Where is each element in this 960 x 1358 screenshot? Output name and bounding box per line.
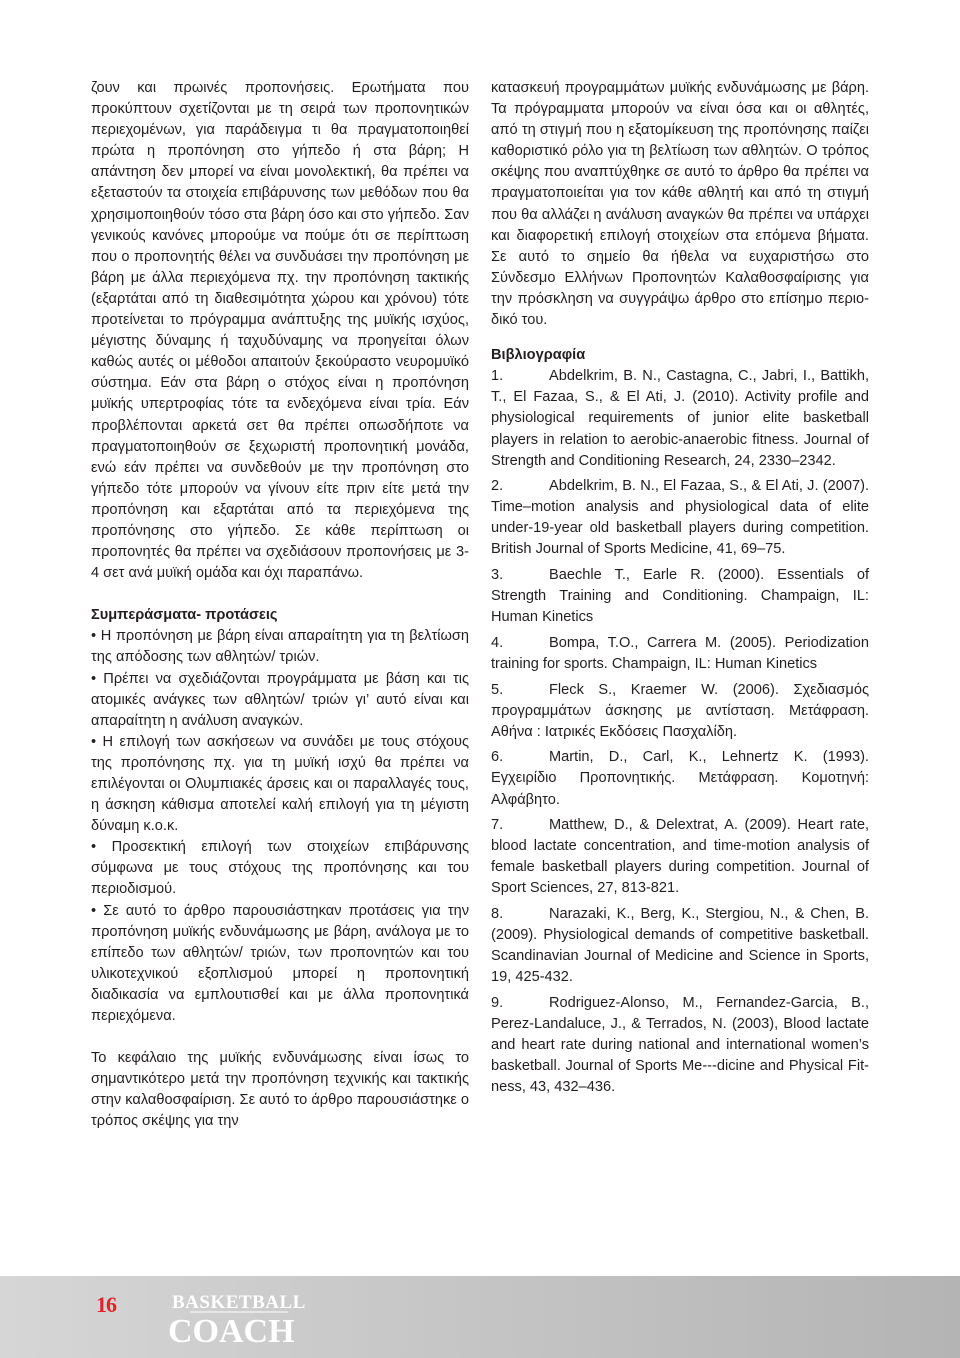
left-column bbox=[91, 78, 469, 1133]
reference-item bbox=[491, 565, 869, 628]
reference-text: Matthew, D., & Delextrat, A. (2009). Heart rate, blood lactate concentration, and time-motion analysis of female basketball players during competition. Journal of Sport Sciences, 27, 813-821. bbox=[491, 817, 869, 897]
reference-text: Narazaki, K., Berg, K., Stergiou, N., & Chen, B. (2009). Physiological demands of competitive basketball. Scandinavian Journal of Medicine and Science in Sports, 19, 425-432. bbox=[491, 905, 869, 986]
reference-text: Baechle T., Earle R. (2000). Essentials of Strength Training and Conditioning. Champaign, IL: Human Kinetics bbox=[491, 567, 869, 626]
body-paragraph: Το κεφάλαιο της μυϊκής ενδυνάμωσης είναι ίσως το σημαντικότερο μετά την προπόνηση τεχνικής και τακτικής στην καλαθοσφαίριση. Σε αυτό το άρθρο παρουσιάστηκε ο τρόπος σκέψης για την bbox=[91, 1050, 469, 1130]
reference-text: Fleck S., Kraemer W. (2006). Σχεδιασμός προγραμμάτων άσκησης με αντίσταση. Μετάφραση. Αθήνα : Ιατρικές Εκδόσεις Πασχαλίδη. bbox=[491, 681, 869, 740]
reference-item bbox=[491, 904, 869, 988]
reference-text: Martin, D., Carl, K., Lehnertz K. (1993). Εγχειρίδιο Προπονητικής. Μετάφραση. Κομοτηνή: Αλφάβητο. bbox=[491, 749, 869, 808]
right-column bbox=[491, 78, 869, 1103]
reference-item bbox=[491, 747, 869, 810]
reference-number: 3. bbox=[491, 567, 504, 584]
reference-text: Abdelkrim, B. N., Castagna, C., Jabri, I., Battikh, T., El Fazaa, S., & El Ati, J. (2010). Activity profile and physiological requirements of junior elite basketball players in relation to aerobic-anaerobic fitness. Journal of Strength and Conditioning Research, 24, 2330–2342. bbox=[491, 368, 869, 469]
logo-bottom-text: COACH bbox=[168, 1313, 295, 1346]
conclusion-item: • Η επιλογή των ασκήσεων να συνάδει με τους στόχους της προπόνησης πχ. για τη μυϊκή ισχύ θα πρέπει να επιλέγονται οι Ολυμπιακές άρσεις και οι παραλλαγές τους, η άσκηση κάθισμα αποτελεί καλή επιλογή για τη μέγιστη δύναμη κ.ο.κ. bbox=[91, 733, 469, 835]
reference-item bbox=[491, 815, 869, 899]
reference-text: Abdelkrim, B. N., El Fazaa, S., & El Ati, J. (2007). Time–motion analysis and physiological data of elite under-19-year old basketball players during competition. British Journal of Sports Medicine, 41, 69–75. bbox=[491, 478, 869, 558]
reference-item bbox=[491, 476, 869, 560]
page-number: 16 bbox=[96, 1292, 116, 1317]
reference-number: 2. bbox=[491, 478, 504, 495]
reference-text: Bompa, T.O., Carrera M. (2005). Periodization training for sports. Champaign, IL: Human Kinetics bbox=[491, 634, 869, 672]
reference-number: 8. bbox=[491, 905, 504, 922]
reference-number: 6. bbox=[491, 749, 504, 766]
reference-number: 9. bbox=[491, 994, 504, 1011]
basketball-coach-logo bbox=[168, 1284, 308, 1346]
reference-number: 4. bbox=[491, 634, 504, 651]
reference-number: 7. bbox=[491, 817, 504, 834]
conclusion-item: • Προσεκτική επιλογή των στοιχείων επιβάρυνσης σύμφωνα με τους στόχους της προπόνησης και του περιοδισμού. bbox=[91, 839, 469, 898]
conclusions-heading: Συμπεράσματα- προτάσεις bbox=[91, 607, 278, 624]
reference-item bbox=[491, 993, 869, 1098]
reference-number: 1. bbox=[491, 368, 504, 385]
footer-band bbox=[0, 1276, 960, 1358]
conclusion-item: • Πρέπει να σχεδιάζονται προγράμματα με βάση και τις ατομικές ανάγκες των αθλητών/ τριών γι’ αυτό είναι και απαραίτητη η ανάλυση αναγκών. bbox=[91, 670, 469, 729]
bibliography-heading: Βιβλιογραφία bbox=[491, 347, 586, 364]
reference-item bbox=[491, 680, 869, 743]
reference-item bbox=[491, 366, 869, 471]
body-paragraph: κατασκευή προγραμμάτων μυϊκής ενδυνάμωσης με βάρη. Τα πρόγραμματα μπορούν να είναι όσα και οι αθλητές, από τη στιγμή που η εξατομίκευση της προπόνησης παίζει καθοριστικό ρόλο για τη βελτίωση των αθλητών. Ο τρόπος σκέψης που αναπτύχθηκε σε αυτό το άρθρο θα πρέπει να πραγματοποιείται για τον κάθε αθλητή και από τη στιγμή που θα αλλάζει η ανάλυση αναγκών θα πρέπει να υπάρχει και διαφορετική επιλογή στοιχείων στα επόμενα βήματα. Σε αυτό το σημείο θα ήθελα να ευχαριστήσω στο Σύνδεσμο Ελλήνων Προπονητών Καλαθοσφαίρισης για την πρόσκληση να συγγράψω άρθρο στο επίσημο περιοδικό του. bbox=[491, 80, 869, 329]
reference-number: 5. bbox=[491, 681, 504, 698]
reference-item bbox=[491, 633, 869, 675]
conclusion-item: • Η προπόνηση με βάρη είναι απαραίτητη για τη βελτίωση της απόδοσης των αθλητών/ τριών. bbox=[91, 628, 469, 666]
references-list bbox=[491, 366, 869, 1098]
reference-text: Rodriguez-Alonso, M., Fernandez-Garcia, B., Perez-Landaluce, J., & Terrados, N. (2003), Blood lactate and heart rate during national and international women’s basketball. Journal of Sports Me---dicine and Physical Fitness, 43, 432–436. bbox=[491, 994, 869, 1096]
body-paragraph: ζουν και πρωινές προπονήσεις. Ερωτήματα που προκύπτουν σχετίζονται με τη σειρά των προπονητικών περιεχομένων, για παράδειγμα τι θα πραγματοποιηθεί πρώτα η προπόνηση στο γήπεδο ή στα βάρη; Η απάντηση δεν μπορεί να είναι μονολεκτική, θα πρέπει να εξεταστούν τα στοιχεία επιβάρυνσης των μεθόδων που θα χρησιμοποιηθούν τόσο στα βάρη όσο και στο γήπεδο. Σαν γενικούς κανόνες μπορούμε να πούμε ότι σε περίπτωση που ο προπονητής θέλει να συνδυάσει την προπόνηση με βάρη με άλλα περιεχόμενα πχ. την προπόνηση τακτικής (εξαρτάται από τη διαθεσιμότητα χώρου και χρόνου) τότε προτείνεται το πρόγραμμα ανάπτυξης της μυϊκής ισχύος, μέγιστης δύναμης ή ταχυδύναμης να προηγείται όλων καθώς αυτές οι μέθοδοι απαιτούν ξεκούραστο νευρομυϊκό σύστημα. Εάν στα βάρη ο στόχος είναι η προπόνηση μυϊκής υπερτροφίας τότε τα ενδεχόμενα είναι τρία. Εάν προβλέπονται αρκετά σετ θα πρέπει οπωσδήποτε να πραγματοποιηθούν σε ξεχωριστή προπονητική μονάδα, ενώ εάν πρέπει να συνδεθούν με την προπόνηση στο γήπεδο τότε μπορούν να γίνουν είτε πριν είτε μετά την προπόνηση και εξαρτάται από τα περιεχόμενα της προπόνησης στο γήπεδο. Σε κάθε περίπτωση οι προπονητές θα πρέπει να σχεδιάσουν προπονήσεις με 3-4 σετ ανά μυϊκή ομάδα και όχι παραπάνω. bbox=[91, 80, 469, 582]
conclusions-list bbox=[91, 626, 469, 1027]
logo-top-text: BASKETBALL bbox=[172, 1292, 306, 1313]
conclusion-item: • Σε αυτό το άρθρο παρουσιάστηκαν προτάσεις για την προπόνηση μυϊκής ενδυνάμωσης με βάρη, ανάλογα με το επίπεδο των αθλητών/ τριών, των προπονητών και του υλικοτεχνικού εξοπλισμού μπορεί η προπονητική διαδικασία να εμπλουτισθεί και με άλλα προπονητικά περιεχόμενα. bbox=[91, 902, 469, 1025]
